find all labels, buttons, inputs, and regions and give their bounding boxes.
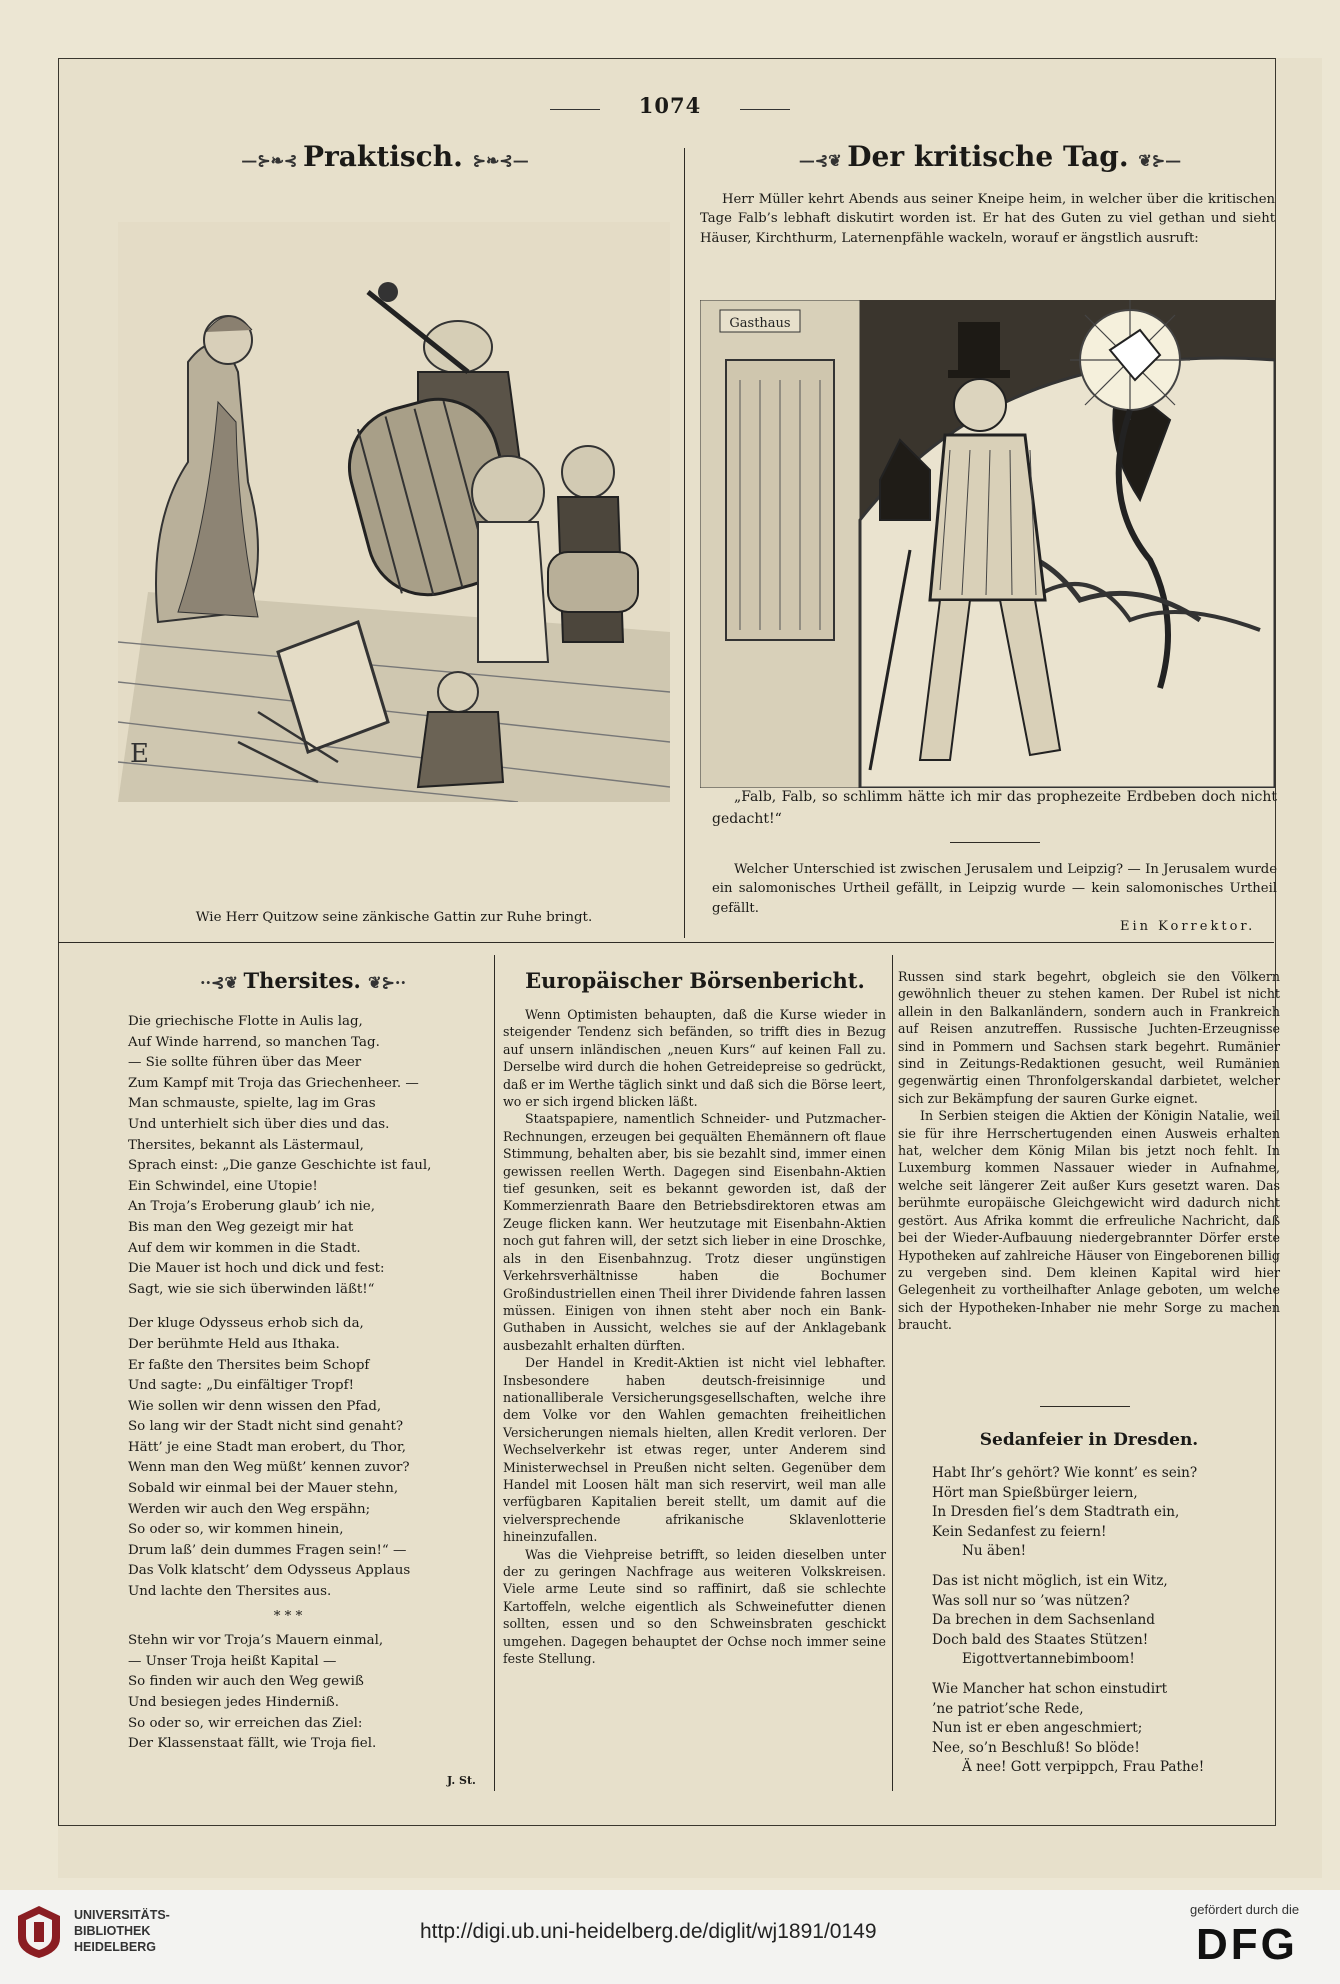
poem-line: Man schmauste, spielte, lag im Gras: [128, 1096, 376, 1112]
poem-line: Wie sollen wir denn wissen den Pfad,: [128, 1398, 382, 1414]
column-divider-1: [494, 955, 495, 1791]
poem-line: Sagt, wie sie sich überwinden läßt!“: [128, 1281, 375, 1297]
thersites-signature: J. St.: [447, 1774, 476, 1787]
poem-line: Zum Kampf mit Troja das Griechenheer. —: [128, 1075, 419, 1091]
poem-line: Die Mauer ist hoch und dick und fest:: [128, 1261, 385, 1277]
section-divider: [58, 942, 1274, 943]
poem-refrain: Nu äben!: [962, 1543, 1027, 1560]
poem-line: Und unterhielt sich über dies und das.: [128, 1116, 390, 1132]
permalink[interactable]: http://digi.ub.uni-heidelberg.de/diglit/wj1891/0149: [420, 1920, 877, 1943]
poem-line: — Unser Troja heißt Kapital —: [128, 1653, 337, 1669]
praktisch-illustration: [118, 222, 670, 802]
praktisch-title-row: [200, 140, 570, 173]
asterism: * * *: [273, 1608, 303, 1624]
poem-line: Das ist nicht möglich, ist ein Witz,: [932, 1572, 1168, 1589]
short-divider: [950, 842, 1040, 843]
inn-sign-text: Gasthaus: [729, 316, 791, 331]
praktisch-caption: Wie Herr Quitzow seine zänkische Gattin zur Ruhe bringt.: [195, 910, 593, 925]
poem-line: ’ne patriot’sche Rede,: [932, 1700, 1084, 1717]
poem-line: Nee, so’n Beschluß! So blöde!: [932, 1739, 1140, 1756]
poem-line: Da brechen in dem Sachsenland: [932, 1612, 1155, 1629]
institution-name: [74, 1907, 170, 1955]
poem-line: Wie Mancher hat schon einstudirt: [932, 1680, 1168, 1697]
poem-line: Und sagte: „Du einfältiger Tropf!: [128, 1378, 354, 1394]
poem-line: Doch bald des Staates Stützen!: [932, 1631, 1149, 1648]
poem-line: So oder so, wir kommen hinein,: [128, 1522, 344, 1538]
kritische-tag-joke: [712, 860, 1277, 918]
ornament-right: ❦⊱—: [1138, 151, 1182, 170]
poem-line: Drum laß’ dein dummes Fragen sein!“ —: [128, 1542, 407, 1558]
institution-line: UNIVERSITÄTS-: [74, 1908, 170, 1922]
sedanfeier-poem: [932, 1464, 1272, 1778]
kritische-tag-illustration: [700, 300, 1275, 788]
poem-line: Stehn wir vor Troja’s Mauern einmal,: [128, 1633, 384, 1649]
praktisch-title: Praktisch.: [302, 140, 463, 173]
ornament-right: ⊱❧⊰—: [472, 151, 529, 170]
kritische-tag-title: Der kritische Tag.: [847, 140, 1129, 173]
poem-line: Ein Schwindel, eine Utopie!: [128, 1178, 318, 1194]
poem-line: An Troja’s Eroberung glaub’ ich nie,: [128, 1199, 375, 1215]
poem-line: Die griechische Flotte in Aulis lag,: [128, 1014, 363, 1029]
intro-paragraph: Herr Müller kehrt Abends aus seiner Kneipe heim, in welcher über die kritischen Tage Falb’s lebhaft diskutirt worden ist. Er hat des Guten zu viel gethan und sieht Häuser, Kirchthurm, Laternenpfähle wackeln, worauf er ängstlich ausruft:: [700, 192, 1275, 246]
poem-refrain: Eigottvertannebimboom!: [962, 1651, 1135, 1668]
boersen-continued: [898, 968, 1280, 1334]
poem-line: So finden wir auch den Weg gewiß: [128, 1674, 364, 1690]
short-divider: [1040, 1406, 1130, 1407]
poem-line: Habt Ihr’s gehört? Wie konnt’ es sein?: [932, 1465, 1198, 1481]
poem-line: In Dresden fiel’s dem Stadtrath ein,: [932, 1504, 1180, 1521]
quote-paragraph: „Falb, Falb, so schlimm hätte ich mir das prophezeite Erdbeben doch nicht gedacht!“: [712, 789, 1277, 827]
boersen-paragraph: In Serbien steigen die Aktien der Königin Natalie, weil sie für ihre Herrschertugenden einen Ausweis erhalten hat, welcher dem König Milan bis jetzt noch fehlt. In Luxemburg kommen Nassauer wieder in Aufnahme, welche seit längerer Zeit außer Kurs gesetzt waren. Das berühmte europäische Gleichgewicht wird dadurch nicht gestört. Aus Afrika kommt die erfreuliche Nachricht, daß bei der Wieder-Aufbauung niedergebrannter Dörfer erste Hypotheken auf zahlreiche Häuser von Eingeborenen billig zu vergeben sind. Dem kleinen Kapital wird hier Gelegenheit zu vortheilhafter Anlage geboten, um welche sich der Hypotheken-Inhaber nie mehr Sorge zu machen braucht.: [898, 1108, 1280, 1333]
poem-line: Sprach einst: „Die ganze Geschichte ist faul,: [128, 1158, 432, 1174]
thersites-title: Thersites.: [243, 968, 361, 993]
thersites-poem: [128, 1012, 488, 1755]
university-seal-icon: [14, 1904, 64, 1960]
boersen-paragraph: Was die Viehpreise betrifft, so leiden dieselben unter der zu geringen Nachfrage aus weiteren Volkskreisen. Viele arme Leute sind so raffinirt, daß sie schlechte Kartoffeln, welche eigentlich als Schweinefutter dienen sollten, essen und so den Schweinsbraten geschickt umgehen. Dagegen behauptet der Ochse noch immer seine feste Stellung.: [503, 1546, 886, 1667]
poem-line: Sobald wir einmal bei der Mauer stehn,: [128, 1481, 399, 1497]
boersen-paragraph: Staatspapiere, namentlich Schneider- und Putzmacher-Rechnungen, erzeugen bei gequälten Ehemännern oft flaue Stimmung, behalten aber, bis sie bezahlt sind, immer einen gewissen reellen Werth. Dagegen sind Eisenbahn-Aktien tief gesunken, seit es bekannt geworden ist, daß der Kommerzienrath Baare den Betriebsdirektoren etwas am Zeuge flicken kann. Wer heutzutage mit Eisenbahn-Aktien noch gut fahren will, der setzt sich lieber in eine Droschke, als in den Eisenbahnzug. Trotz dieser ungünstigen Verkehrsverhältnisse haben die Bochumer Großindustriellen einen Theil ihrer Dividende fahren lassen müssen. Einigen von ihnen steht aber noch ein Bank-Guthaben in Aussicht, welches sie auf der Anklagebank ausbezahlt erhalten dürften.: [503, 1111, 886, 1353]
poem-line: Er faßte den Thersites beim Schopf: [128, 1357, 370, 1373]
poem-line: Hört man Spießbürger leiern,: [932, 1484, 1138, 1501]
dfg-logo: DFG: [1196, 1920, 1298, 1969]
poem-line: Der berühmte Held aus Ithaka.: [128, 1336, 340, 1352]
ornament-left: —⊰❦: [798, 151, 848, 170]
kritische-tag-title-row: [700, 140, 1280, 173]
poem-line: — Sie sollte führen über das Meer: [128, 1055, 362, 1071]
boersen-paragraph: Wenn Optimisten behaupten, daß die Kurse wieder in steigender Tendenz sich befänden, so trifft dies in Bezug auf unsern inländischen „neuen Kurs“ auf keinen Fall zu. Derselbe wird durch die hohen Getreidepreise so gedrückt, daß er im Werthe täglich sinkt und daß sich die Börse leert, wo er sich irgend blicken läßt.: [503, 1007, 886, 1110]
sedanfeier-title: Sedanfeier in Dresden.: [979, 1430, 1199, 1450]
boersen-paragraph: Russen sind stark begehrt, obgleich sie den Völkern gewöhnlich theuer zu stehen kamen. Der Rubel ist nicht allein in den Balkanländern, sondern auch in Frankreich auf Reisen anzutreffen. Russische Juchten-Erzeugnisse sind in Pommern und Sachsen stark begehrt. Rumänier sind in Zeitungs-Redaktionen gesucht, weil Rumänien gegenwärtig einen Thronfolgerskandal darbietet, welcher sich zur Bekämpfung der sauren Gurke eignet.: [898, 969, 1280, 1106]
svg-text:E: E: [130, 739, 149, 769]
top-column-divider: [684, 148, 685, 938]
ornament-left: ··⊰❦: [199, 973, 244, 992]
poem-line: Auf Winde harrend, so manchen Tag.: [128, 1034, 380, 1050]
drum-family-engraving: [118, 222, 670, 802]
poem-line: Auf dem wir kommen in die Stadt.: [128, 1240, 361, 1256]
poem-line: Kein Sedanfest zu feiern!: [932, 1523, 1107, 1540]
ornament-right: ❦⊱··: [368, 973, 407, 992]
boersenbericht-body: [503, 1006, 886, 1667]
poem-line: So lang wir der Stadt nicht sind genaht?: [128, 1419, 404, 1435]
poem-line: Der Klassenstaat fällt, wie Troja fiel.: [128, 1736, 377, 1752]
thersites-title-row: [118, 968, 488, 993]
funding-note: gefördert durch die: [1190, 1902, 1300, 1917]
poem-line: Der kluge Odysseus erhob sich da,: [128, 1316, 364, 1332]
poem-line: Nun ist er eben angeschmiert;: [932, 1720, 1143, 1737]
poem-line: Was soll nur so ’was nützen?: [932, 1592, 1130, 1609]
poem-line: Und besiegen jedes Hinderniß.: [128, 1695, 339, 1710]
boersen-paragraph: Der Handel in Kredit-Aktien ist nicht viel lebhafter. Insbesondere haben deutsch-freisinnige und nationalliberale Versicherungsgesellschaften, welche ihre dem Volke vor den Wahlen gemachten freiheitlichen Versicherungen niemals hielten, allen Kredit verloren. Der Wechselverkehr ist etwas reger, unter Anderem sind Ministerwechsel in Preußen nicht selten. Gegenüber dem Handel mit Loosen hält man sich reservirt, weil man alle verfügbaren Kapitalien bereit stellt, um damit auf die vielversprechende afrikanische Sklavenlotterie hineinzufallen.: [503, 1355, 886, 1545]
poem-line: Das Volk klatscht’ dem Odysseus Applaus: [128, 1563, 411, 1579]
kritische-tag-intro: [700, 190, 1275, 248]
drunk-man-engraving: [700, 300, 1275, 788]
korrektor-signature: Ein Korrektor.: [1120, 919, 1256, 934]
page-number: 1074: [638, 93, 702, 118]
kritische-tag-quote: [712, 786, 1277, 830]
page-number-header: [590, 93, 750, 123]
poem-line: Thersites, bekannt als Lästermaul,: [128, 1137, 364, 1153]
poem-line: Hätt’ je eine Stadt man erobert, du Thor,: [128, 1439, 407, 1455]
column-divider-2: [892, 955, 893, 1791]
institution-line: HEIDELBERG: [74, 1940, 156, 1954]
joke-paragraph: Welcher Unterschied ist zwischen Jerusalem und Leipzig? — In Jerusalem wurde ein salomonisches Urtheil gefällt, in Leipzig wurde — kein salomonisches Urtheil gefällt.: [712, 862, 1277, 916]
boersenbericht-title: Europäischer Börsenbericht.: [525, 968, 865, 993]
ornament-left: —⊱❧⊰: [241, 151, 303, 170]
institution-line: BIBLIOTHEK: [74, 1924, 151, 1938]
poem-refrain: Ä nee! Gott verpippch, Frau Pathe!: [962, 1759, 1205, 1776]
poem-line: Bis man den Weg gezeigt mir hat: [128, 1219, 354, 1235]
poem-line: Wenn man den Weg müßt’ kennen zuvor?: [128, 1460, 410, 1476]
poem-line: So oder so, wir erreichen das Ziel:: [128, 1715, 363, 1731]
poem-line: Werden wir auch den Weg erspähn;: [128, 1501, 371, 1517]
poem-line: Und lachte den Thersites aus.: [128, 1584, 332, 1600]
